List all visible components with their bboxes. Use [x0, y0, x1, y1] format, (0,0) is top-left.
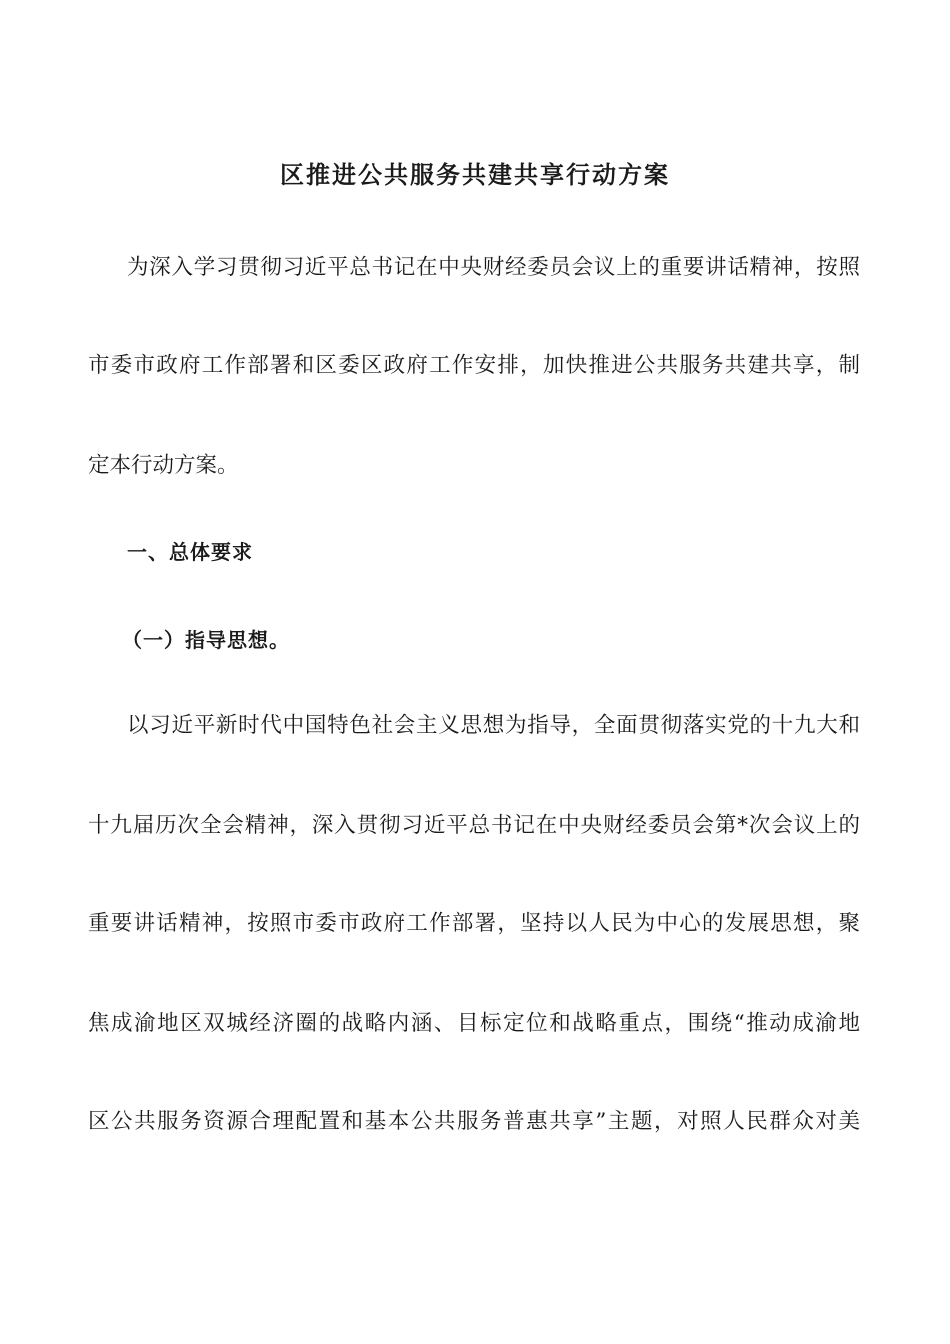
section-heading: 一、总体要求	[127, 540, 253, 564]
paragraph-line: 区公共服务资源合理配置和基本公共服务普惠共享”主题，对照人民群众对美	[88, 1109, 860, 1134]
paragraph-line: 以习近平新时代中国特色社会主义思想为指导，全面贯彻落实党的十九大和	[127, 713, 860, 738]
document-title: 区推进公共服务共建共享行动方案	[280, 161, 670, 189]
subsection-heading: （一）指导思想。	[122, 628, 290, 652]
paragraph-line: 定本行动方案。	[88, 453, 239, 478]
paragraph-line: 十九届历次全会精神，深入贯彻习近平总书记在中央财经委员会第*次会议上的	[88, 813, 860, 838]
paragraph-line: 焦成渝地区双城经济圈的战略内涵、目标定位和战略重点，围绕“推动成渝地	[88, 1011, 860, 1036]
paragraph-line: 重要讲话精神，按照市委市政府工作部署，坚持以人民为中心的发展思想，聚	[88, 911, 860, 936]
paragraph-line: 为深入学习贯彻习近平总书记在中央财经委员会议上的重要讲话精神，按照	[127, 255, 860, 280]
paragraph-line: 市委市政府工作部署和区委区政府工作安排，加快推进公共服务共建共享，制	[88, 353, 860, 378]
